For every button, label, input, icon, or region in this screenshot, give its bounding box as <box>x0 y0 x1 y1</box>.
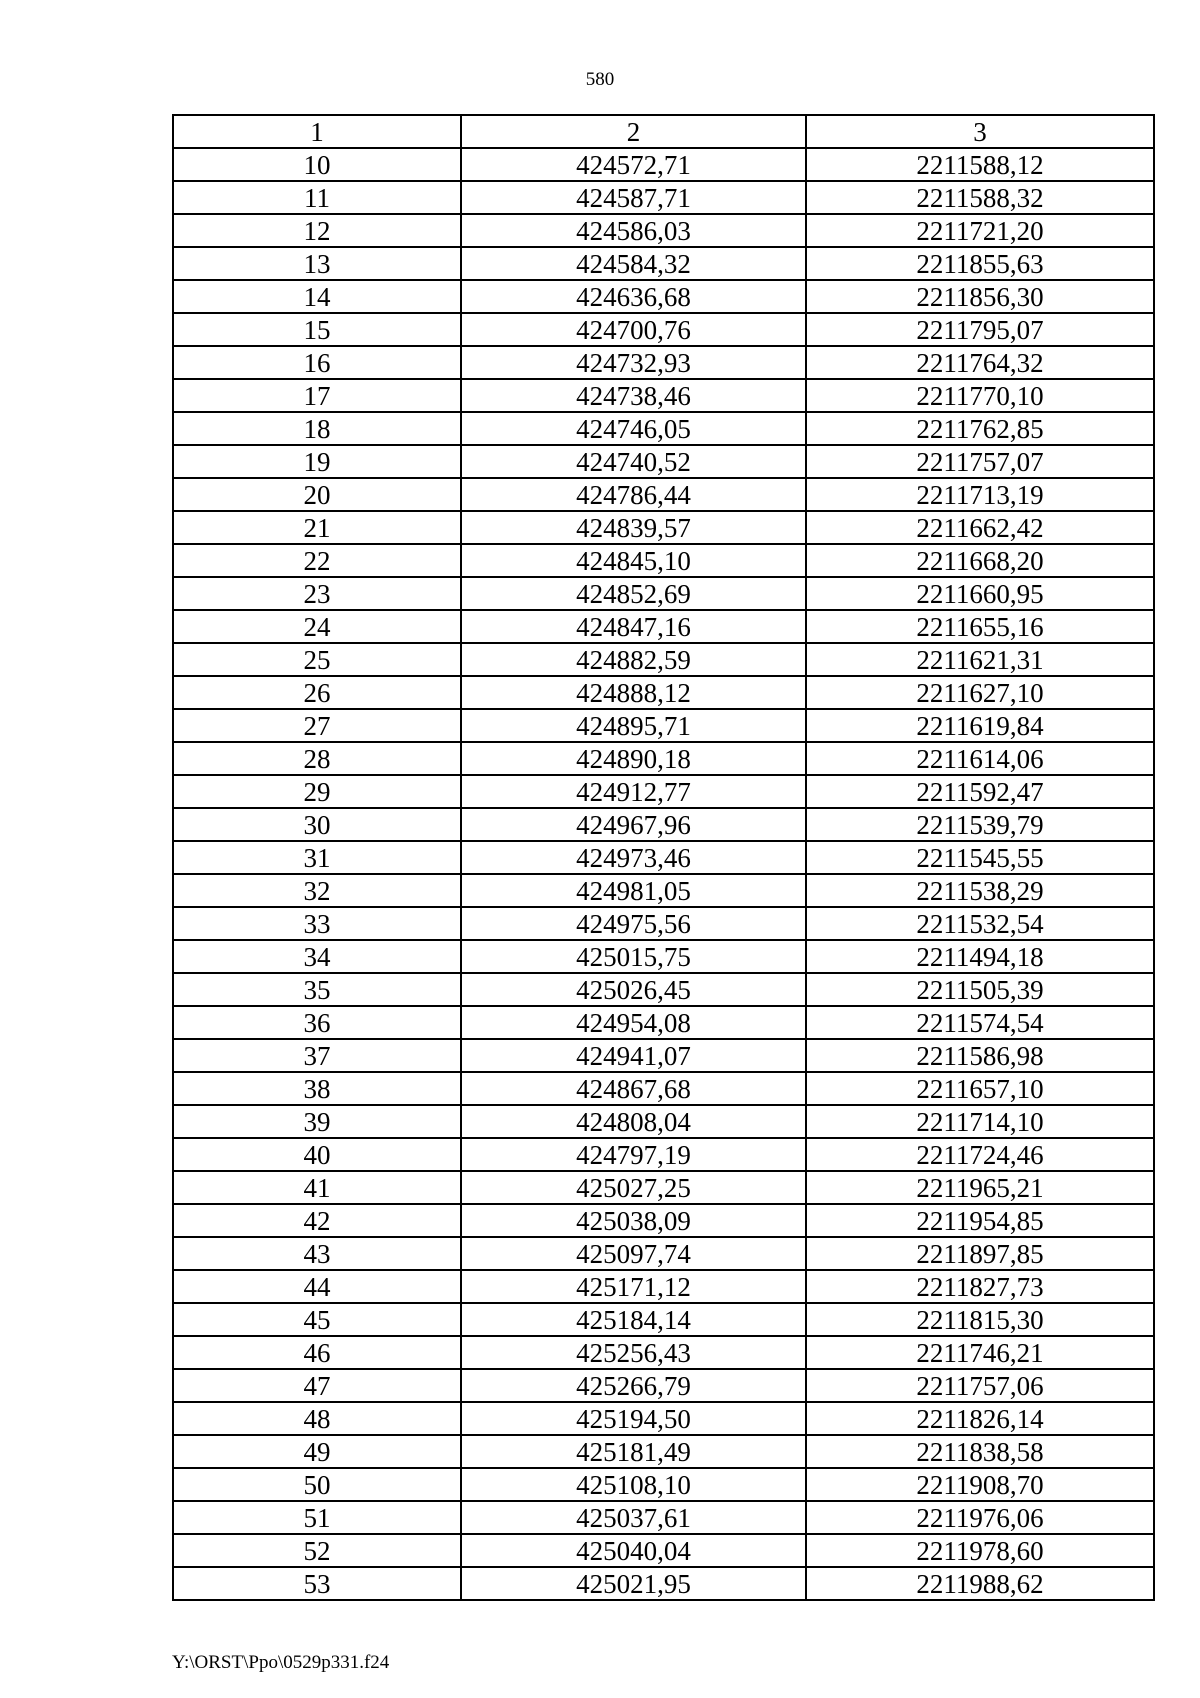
point-number-cell: 45 <box>173 1303 461 1336</box>
table-row <box>173 907 1154 940</box>
y-coordinate-cell: 2211494,18 <box>806 940 1154 973</box>
x-coordinate-cell: 424700,76 <box>461 313 806 346</box>
point-number-cell: 48 <box>173 1402 461 1435</box>
table-row <box>173 214 1154 247</box>
y-coordinate-cell: 2211815,30 <box>806 1303 1154 1336</box>
y-coordinate-cell: 2211908,70 <box>806 1468 1154 1501</box>
x-coordinate-cell: 425015,75 <box>461 940 806 973</box>
x-coordinate-cell: 425097,74 <box>461 1237 806 1270</box>
table-row <box>173 181 1154 214</box>
point-number-cell: 39 <box>173 1105 461 1138</box>
x-coordinate-cell: 425256,43 <box>461 1336 806 1369</box>
x-coordinate-cell: 424941,07 <box>461 1039 806 1072</box>
point-number-cell: 42 <box>173 1204 461 1237</box>
point-number-cell: 41 <box>173 1171 461 1204</box>
y-coordinate-cell: 2211795,07 <box>806 313 1154 346</box>
point-number-cell: 32 <box>173 874 461 907</box>
x-coordinate-cell: 424895,71 <box>461 709 806 742</box>
point-number-cell: 44 <box>173 1270 461 1303</box>
column-header-3: 3 <box>806 115 1154 148</box>
y-coordinate-cell: 2211826,14 <box>806 1402 1154 1435</box>
point-number-cell: 18 <box>173 412 461 445</box>
point-number-cell: 40 <box>173 1138 461 1171</box>
point-number-cell: 21 <box>173 511 461 544</box>
point-number-cell: 43 <box>173 1237 461 1270</box>
table-row <box>173 1006 1154 1039</box>
y-coordinate-cell: 2211976,06 <box>806 1501 1154 1534</box>
point-number-cell: 34 <box>173 940 461 973</box>
x-coordinate-cell: 424954,08 <box>461 1006 806 1039</box>
x-coordinate-cell: 425037,61 <box>461 1501 806 1534</box>
y-coordinate-cell: 2211746,21 <box>806 1336 1154 1369</box>
point-number-cell: 23 <box>173 577 461 610</box>
table-row <box>173 1204 1154 1237</box>
x-coordinate-cell: 424890,18 <box>461 742 806 775</box>
table-row <box>173 1468 1154 1501</box>
table-row <box>173 511 1154 544</box>
y-coordinate-cell: 2211770,10 <box>806 379 1154 412</box>
table-row <box>173 1105 1154 1138</box>
x-coordinate-cell: 424867,68 <box>461 1072 806 1105</box>
table-row <box>173 709 1154 742</box>
x-coordinate-cell: 425038,09 <box>461 1204 806 1237</box>
y-coordinate-cell: 2211724,46 <box>806 1138 1154 1171</box>
table-row <box>173 973 1154 1006</box>
table-row <box>173 379 1154 412</box>
point-number-cell: 31 <box>173 841 461 874</box>
page-number: 580 <box>585 69 615 90</box>
y-coordinate-cell: 2211897,85 <box>806 1237 1154 1270</box>
table-row <box>173 1369 1154 1402</box>
point-number-cell: 30 <box>173 808 461 841</box>
x-coordinate-cell: 424967,96 <box>461 808 806 841</box>
y-coordinate-cell: 2211588,12 <box>806 148 1154 181</box>
point-number-cell: 52 <box>173 1534 461 1567</box>
point-number-cell: 20 <box>173 478 461 511</box>
y-coordinate-cell: 2211586,98 <box>806 1039 1154 1072</box>
x-coordinate-cell: 424981,05 <box>461 874 806 907</box>
y-coordinate-cell: 2211838,58 <box>806 1435 1154 1468</box>
point-number-cell: 51 <box>173 1501 461 1534</box>
x-coordinate-cell: 425171,12 <box>461 1270 806 1303</box>
y-coordinate-cell: 2211574,54 <box>806 1006 1154 1039</box>
y-coordinate-cell: 2211827,73 <box>806 1270 1154 1303</box>
y-coordinate-cell: 2211532,54 <box>806 907 1154 940</box>
y-coordinate-cell: 2211668,20 <box>806 544 1154 577</box>
x-coordinate-cell: 424636,68 <box>461 280 806 313</box>
x-coordinate-cell: 424740,52 <box>461 445 806 478</box>
x-coordinate-cell: 424584,32 <box>461 247 806 280</box>
table-row <box>173 1171 1154 1204</box>
x-coordinate-cell: 424847,16 <box>461 610 806 643</box>
y-coordinate-cell: 2211954,85 <box>806 1204 1154 1237</box>
y-coordinate-cell: 2211545,55 <box>806 841 1154 874</box>
x-coordinate-cell: 425027,25 <box>461 1171 806 1204</box>
x-coordinate-cell: 424852,69 <box>461 577 806 610</box>
x-coordinate-cell: 424586,03 <box>461 214 806 247</box>
column-header-2: 2 <box>461 115 806 148</box>
x-coordinate-cell: 424975,56 <box>461 907 806 940</box>
table-row <box>173 280 1154 313</box>
point-number-cell: 27 <box>173 709 461 742</box>
point-number-cell: 17 <box>173 379 461 412</box>
x-coordinate-cell: 425184,14 <box>461 1303 806 1336</box>
table-row <box>173 742 1154 775</box>
y-coordinate-cell: 2211538,29 <box>806 874 1154 907</box>
x-coordinate-cell: 424973,46 <box>461 841 806 874</box>
y-coordinate-cell: 2211757,06 <box>806 1369 1154 1402</box>
point-number-cell: 15 <box>173 313 461 346</box>
point-number-cell: 12 <box>173 214 461 247</box>
table-row <box>173 1567 1154 1600</box>
y-coordinate-cell: 2211627,10 <box>806 676 1154 709</box>
y-coordinate-cell: 2211965,21 <box>806 1171 1154 1204</box>
table-row <box>173 1237 1154 1270</box>
table-row <box>173 1336 1154 1369</box>
y-coordinate-cell: 2211655,16 <box>806 610 1154 643</box>
table-row <box>173 1072 1154 1105</box>
table-row <box>173 577 1154 610</box>
table-row <box>173 940 1154 973</box>
table-row <box>173 1270 1154 1303</box>
y-coordinate-cell: 2211714,10 <box>806 1105 1154 1138</box>
point-number-cell: 53 <box>173 1567 461 1600</box>
y-coordinate-cell: 2211614,06 <box>806 742 1154 775</box>
point-number-cell: 16 <box>173 346 461 379</box>
column-header-1: 1 <box>173 115 461 148</box>
point-number-cell: 28 <box>173 742 461 775</box>
point-number-cell: 35 <box>173 973 461 1006</box>
x-coordinate-cell: 424882,59 <box>461 643 806 676</box>
y-coordinate-cell: 2211855,63 <box>806 247 1154 280</box>
y-coordinate-cell: 2211588,32 <box>806 181 1154 214</box>
x-coordinate-cell: 425108,10 <box>461 1468 806 1501</box>
x-coordinate-cell: 425021,95 <box>461 1567 806 1600</box>
table-row <box>173 874 1154 907</box>
x-coordinate-cell: 424587,71 <box>461 181 806 214</box>
table-row <box>173 313 1154 346</box>
y-coordinate-cell: 2211657,10 <box>806 1072 1154 1105</box>
table-row <box>173 544 1154 577</box>
y-coordinate-cell: 2211539,79 <box>806 808 1154 841</box>
point-number-cell: 10 <box>173 148 461 181</box>
x-coordinate-cell: 424786,44 <box>461 478 806 511</box>
table-row <box>173 808 1154 841</box>
table-row <box>173 676 1154 709</box>
footer-file-path: Y:\ORST\Ppo\0529p331.f24 <box>172 1652 390 1673</box>
table-row <box>173 148 1154 181</box>
point-number-cell: 37 <box>173 1039 461 1072</box>
point-number-cell: 49 <box>173 1435 461 1468</box>
x-coordinate-cell: 424746,05 <box>461 412 806 445</box>
coordinates-table <box>172 114 1155 1601</box>
point-number-cell: 13 <box>173 247 461 280</box>
x-coordinate-cell: 425181,49 <box>461 1435 806 1468</box>
x-coordinate-cell: 425266,79 <box>461 1369 806 1402</box>
point-number-cell: 14 <box>173 280 461 313</box>
y-coordinate-cell: 2211619,84 <box>806 709 1154 742</box>
table-row <box>173 643 1154 676</box>
x-coordinate-cell: 424839,57 <box>461 511 806 544</box>
point-number-cell: 22 <box>173 544 461 577</box>
y-coordinate-cell: 2211762,85 <box>806 412 1154 445</box>
table-row <box>173 1402 1154 1435</box>
point-number-cell: 19 <box>173 445 461 478</box>
y-coordinate-cell: 2211713,19 <box>806 478 1154 511</box>
point-number-cell: 29 <box>173 775 461 808</box>
table-row <box>173 610 1154 643</box>
y-coordinate-cell: 2211662,42 <box>806 511 1154 544</box>
point-number-cell: 11 <box>173 181 461 214</box>
table-row <box>173 1435 1154 1468</box>
x-coordinate-cell: 425194,50 <box>461 1402 806 1435</box>
table-row <box>173 1303 1154 1336</box>
y-coordinate-cell: 2211856,30 <box>806 280 1154 313</box>
point-number-cell: 46 <box>173 1336 461 1369</box>
point-number-cell: 33 <box>173 907 461 940</box>
point-number-cell: 38 <box>173 1072 461 1105</box>
table-row <box>173 478 1154 511</box>
x-coordinate-cell: 424572,71 <box>461 148 806 181</box>
y-coordinate-cell: 2211757,07 <box>806 445 1154 478</box>
x-coordinate-cell: 424912,77 <box>461 775 806 808</box>
x-coordinate-cell: 425026,45 <box>461 973 806 1006</box>
table-row <box>173 412 1154 445</box>
y-coordinate-cell: 2211660,95 <box>806 577 1154 610</box>
point-number-cell: 26 <box>173 676 461 709</box>
y-coordinate-cell: 2211592,47 <box>806 775 1154 808</box>
table-row <box>173 1534 1154 1567</box>
y-coordinate-cell: 2211721,20 <box>806 214 1154 247</box>
x-coordinate-cell: 424738,46 <box>461 379 806 412</box>
y-coordinate-cell: 2211621,31 <box>806 643 1154 676</box>
table-row <box>173 445 1154 478</box>
point-number-cell: 24 <box>173 610 461 643</box>
table-row <box>173 841 1154 874</box>
y-coordinate-cell: 2211764,32 <box>806 346 1154 379</box>
table-row <box>173 1138 1154 1171</box>
point-number-cell: 25 <box>173 643 461 676</box>
x-coordinate-cell: 424732,93 <box>461 346 806 379</box>
table-row <box>173 1501 1154 1534</box>
y-coordinate-cell: 2211505,39 <box>806 973 1154 1006</box>
x-coordinate-cell: 424888,12 <box>461 676 806 709</box>
table-row <box>173 1039 1154 1072</box>
point-number-cell: 50 <box>173 1468 461 1501</box>
table-row <box>173 247 1154 280</box>
x-coordinate-cell: 424845,10 <box>461 544 806 577</box>
point-number-cell: 36 <box>173 1006 461 1039</box>
x-coordinate-cell: 425040,04 <box>461 1534 806 1567</box>
table-row <box>173 775 1154 808</box>
y-coordinate-cell: 2211988,62 <box>806 1567 1154 1600</box>
x-coordinate-cell: 424808,04 <box>461 1105 806 1138</box>
table-header-row <box>173 115 1154 148</box>
table-body <box>173 148 1154 1600</box>
x-coordinate-cell: 424797,19 <box>461 1138 806 1171</box>
y-coordinate-cell: 2211978,60 <box>806 1534 1154 1567</box>
point-number-cell: 47 <box>173 1369 461 1402</box>
table-row <box>173 346 1154 379</box>
